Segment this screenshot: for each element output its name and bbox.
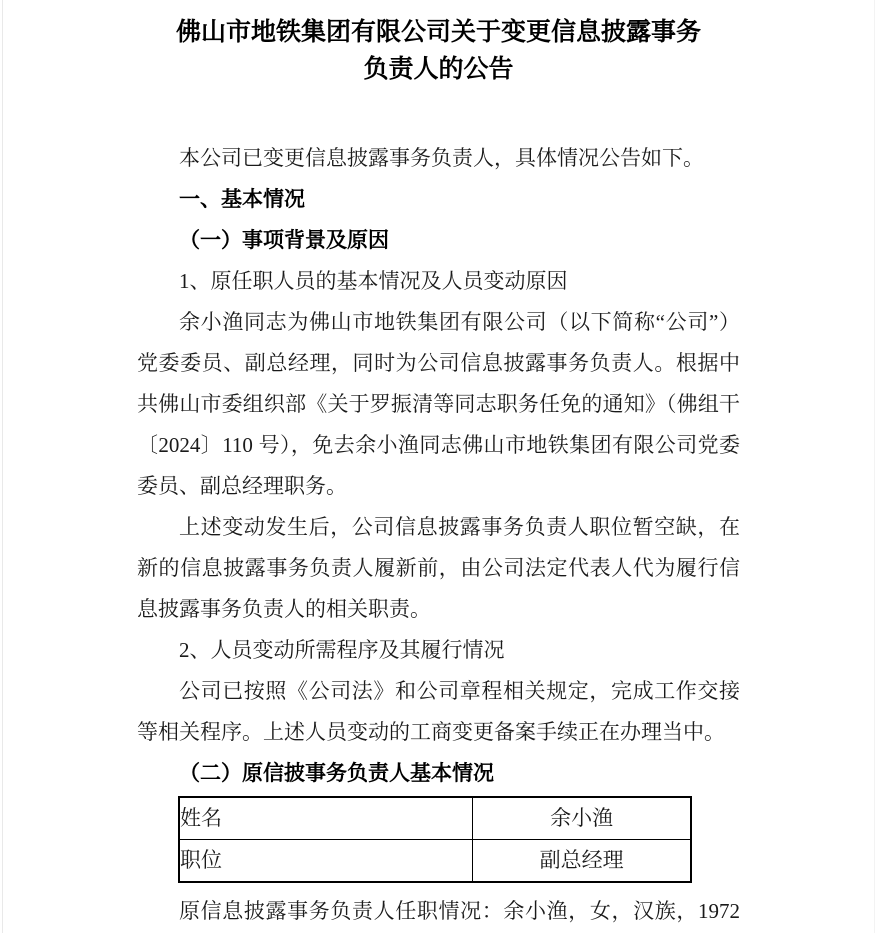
item-2-label: 2、人员变动所需程序及其履行情况 <box>179 638 505 662</box>
section-heading-1: 一、基本情况 <box>179 188 305 211</box>
table-row-name <box>179 797 691 840</box>
section-heading-1-1: （一）事项背景及原因 <box>179 229 389 252</box>
officer-info-table <box>178 796 692 883</box>
name-value-cell: 余小渔 <box>473 797 691 840</box>
position-label-cell: 职位 <box>179 840 473 883</box>
document-title-line-1: 佛山市地铁集团有限公司关于变更信息披露事务 <box>175 18 701 46</box>
paragraph-background: 余小渔同志为佛山市地铁集团有限公司（以下简称“公司”）党委委员、副总经理，同时为公司信息披露事务负责人。根据中共佛山市委组织部《关于罗振清等同志职务任免的通知》（佛组干〔2024〕110 号），免去余小渔同志佛山市地铁集团有限公司党委委员、副总经理职务。 <box>137 310 740 498</box>
page-left-edge <box>2 0 3 933</box>
table-row-position <box>179 840 691 883</box>
position-value-cell: 副总经理 <box>473 840 691 883</box>
paragraph-profile: 原信息披露事务负责人任职情况：余小渔，女，汉族，1972 <box>179 899 740 923</box>
item-1-label: 1、原任职人员的基本情况及人员变动原因 <box>179 269 568 293</box>
document-title <box>137 14 740 88</box>
page-right-edge <box>874 0 875 933</box>
paragraph-procedure: 公司已按照《公司法》和公司章程相关规定，完成工作交接等相关程序。上述人员变动的工商变更备案手续正在办理当中。 <box>137 679 740 744</box>
document-body <box>137 138 740 932</box>
section-heading-1-2: （二）原信披事务负责人基本情况 <box>179 762 494 785</box>
document-title-line-2: 负责人的公告 <box>363 55 514 83</box>
intro-paragraph: 本公司已变更信息披露事务负责人，具体情况公告如下。 <box>179 146 704 170</box>
name-label-cell: 姓名 <box>179 797 473 840</box>
paragraph-vacancy: 上述变动发生后，公司信息披露事务负责人职位暂空缺，在新的信息披露事务负责人履新前，由公司法定代表人代为履行信息披露事务负责人的相关职责。 <box>137 515 740 621</box>
